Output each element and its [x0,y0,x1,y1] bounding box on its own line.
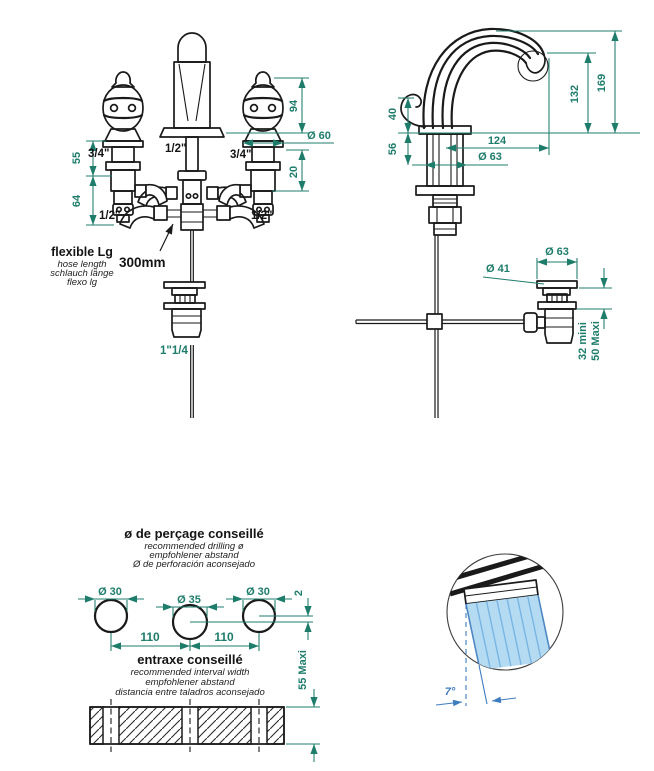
thread-label-left: 3/4" [88,148,110,160]
flexible-title: flexible Lg [51,245,113,259]
interval-sub-en: recommended interval width [130,667,250,678]
flexible-hose-note [50,224,173,288]
spacing-left-label: 110 [140,630,160,644]
thickness-max-label: 55 Maxi [297,650,309,690]
dim-label-dia41: Ø 41 [486,263,510,275]
clamp-min-label: 32 mini [577,322,589,360]
thread-label-center: 1/2" [165,143,187,155]
drilling-view [78,526,313,651]
interval-sub-es: distancia entre taladros aconsejado [115,687,265,698]
dim-label-dia60: Ø 60 [307,130,331,142]
offset-label: 2 [293,589,305,597]
drill-hole-left [95,600,127,632]
front-view [50,33,334,418]
front-view-linework [120,33,264,418]
spray-angle-label: 7° [444,686,456,698]
drilling-dimensions [78,586,313,651]
inlet-label-right: 1/2" [251,210,273,222]
flexible-es: flexo lg [66,277,98,288]
interval-title: entraxe conseillé [137,652,243,667]
drilling-sub-en: recommended drilling ø [144,541,244,552]
detail-content [438,530,578,670]
waste-view [356,235,612,418]
dim-label-40: 40 [387,107,399,121]
detail-view [436,530,578,706]
water-stream [466,595,552,670]
spacing-right-label: 110 [214,630,234,644]
flexible-de: schlauch länge [50,268,114,279]
drilling-sub-de: empfohlener abstand [149,550,239,561]
waste-thread-label: 1"1/4 [160,345,188,357]
dia30-left-label: Ø 30 [98,586,122,598]
counter-section [90,699,284,752]
dim-label-dia63-side: Ø 63 [478,151,502,163]
interval-view [90,650,320,762]
inlet-label-left: 1/2'' [99,210,121,222]
dim-label-20: 20 [288,165,300,179]
flexible-en: hose length [57,259,107,270]
dim-label-132: 132 [569,84,581,104]
hose-length-label: 300mm [119,255,166,270]
side-view [387,29,640,235]
front-view-left-valve [103,72,167,222]
dim-label-124: 124 [487,135,507,147]
drilling-sub-es: Ø de perforación aconsejado [133,559,255,570]
interval-dimensions [286,650,320,762]
side-view-linework [401,29,548,235]
dim-label-55: 55 [71,151,83,165]
dim-label-169: 169 [596,73,608,93]
interval-sub-de: empfohlener abstand [145,677,235,688]
dim-label-56: 56 [387,142,399,156]
dim-label-dia63-waste: Ø 63 [545,246,569,258]
dia35-center-label: Ø 35 [177,594,201,606]
front-view-right-valve [219,72,283,222]
dia30-right-label: Ø 30 [246,586,270,598]
clamp-max-label: 50 Maxi [590,321,602,361]
drilling-title: ø de perçage conseillé [124,526,264,541]
thread-label-right: 3/4" [230,149,252,161]
dim-label-94: 94 [288,99,300,113]
dim-label-64: 64 [71,194,83,208]
